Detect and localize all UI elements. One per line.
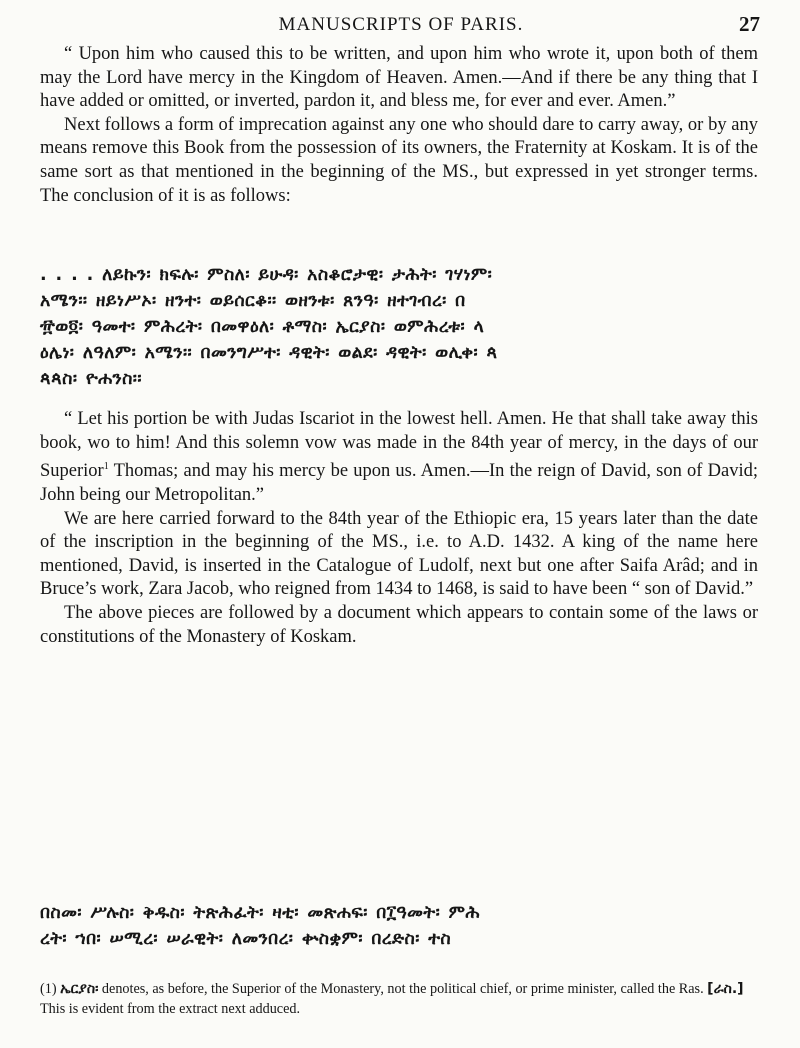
text-block-top	[40, 43, 758, 208]
ethiopic-line: . . . . ለይኩን፡ ክፍሉ፡ ምስለ፡ ይሁዳ፡ አስቆሮታዊ፡ ታሕት፡ ገሃነም፡	[40, 265, 493, 285]
footnote-text: denotes, as before, the Superior of the Monastery, not the political chief, or prime minister, called the Ras.	[98, 981, 704, 997]
paragraph-quote-blessing: “ Upon him who caused this to be written, and upon him who wrote it, upon both of them may the Lord have mercy in the Kingdom of Heaven. Amen.—And if there be any thing that I have added or omitted, or inverted, pardon it, and bless me, for ever and ever. Amen.”	[40, 44, 758, 112]
paragraph-imprecation-intro: Next follows a form of imprecation against any one who should dare to carry away, or by any means remove this Book from the possession of its owners, the Fraternity at Koskam. It is of the same sort as that mentioned in the beginning of the MS., but expressed in yet stronger terms. The conclusion of it is as follows:	[40, 114, 758, 206]
footnote-text-end: This is evident from the extract next adduced.	[40, 1001, 301, 1017]
footnote	[40, 979, 762, 1019]
ethiopic-line: ረት፡ ኀበ፡ ሠሚረ፡ ሠራዊት፡ ለመንበረ፡ ቍስቋም፡ በረድስ፡ ተስ	[40, 929, 452, 949]
ethiopic-line: ጳጳስ፡ ዮሐንስ፡፡	[40, 369, 142, 389]
translation-text: “ Let his portion be with Judas Iscariot in the lowest hell. Amen. He that shall take away this book, wo to him! And this solemn vow was made in the 84th year of mercy, in the days of our Superior	[40, 409, 758, 482]
footnote-marker: 1	[103, 461, 109, 473]
ethiopic-line: ዕሌነ፡ ለዓለም፡ አሜን፡፡ በመንግሥተ፡ ዳዊት፡ ወልደ፡ ዳዊት፡ ወሊቀ፡ ጳ	[40, 343, 498, 363]
ethiopic-line: አሜን፡፡ ዘይነሥኦ፡ ዘንተ፡ ወይሰርቆ፡፡ ወዘንቱ፡ ጸንዓ፡ ዘተገብረ፡ በ	[40, 291, 466, 311]
paragraph-laws-intro: The above pieces are followed by a document which appears to contain some of the laws or constitutions of the Monastery of Koskam.	[40, 602, 758, 647]
text-block-middle	[40, 408, 758, 649]
footnote-number: (1)	[40, 981, 57, 997]
page-number: 27	[739, 12, 760, 36]
paragraph-translation	[40, 408, 758, 508]
paragraph-dating: We are here carried forward to the 84th year of the Ethiopic era, 15 years later than the date of the inscription in the beginning of the MS., i.e. to A.D. 1432. A king of the name here mentioned, David, is inserted in the Catalogue of Ludolf, next but one after Saifa Arâd; and in Bruce’s work, Zara Jacob, who reigned from 1434 to 1468, is said to have been “ son of David.”	[40, 508, 758, 600]
ethiopic-passage-imprecation	[40, 262, 760, 392]
ethiopic-line: በስመ፡ ሥሉስ፡ ቅዱስ፡ ትጽሕፈት፡ ዛቲ፡ መጽሐፍ፡ በ፲ዓመት፡ ምሕ	[40, 903, 481, 923]
running-title: MANUSCRIPTS OF PARIS.	[278, 14, 524, 35]
translation-text-rest: Thomas; and may his mercy be upon us. Amen.—In the reign of David, son of David; John being our Metropolitan.”	[40, 461, 758, 505]
footnote-ethiopic-ref: [ራስ.]	[707, 981, 744, 997]
footnote-ethiopic-term: ኤርያስ፡	[60, 981, 99, 997]
ethiopic-line: ፹ወ፬፡ ዓመተ፡ ምሕረት፡ በመዋዕለ፡ ቶማስ፡ ኤርያስ፡ ወምሕረቱ፡ ላ	[40, 317, 485, 337]
running-header	[42, 0, 760, 40]
ethiopic-passage-laws	[40, 900, 760, 952]
